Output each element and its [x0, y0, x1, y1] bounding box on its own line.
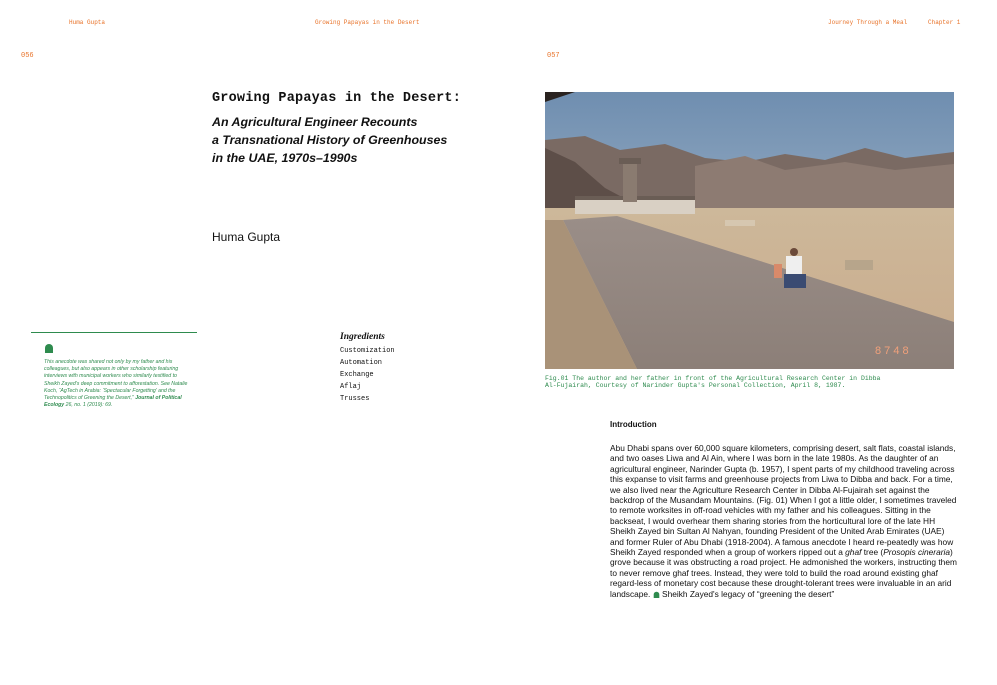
ingredient-item: Automation — [340, 359, 383, 367]
intro-text: tree ( — [861, 547, 884, 558]
page-number-left: 056 — [21, 52, 34, 60]
footnote-citation: 26, no. 1 (2019): 69. — [64, 402, 113, 409]
footnote-divider — [31, 332, 197, 333]
ingredients-heading: Ingredients — [340, 332, 385, 342]
ingredient-item: Aflaj — [340, 383, 362, 391]
intro-text: Sheikh Zayed's legacy of “greening the desert” — [659, 588, 835, 599]
running-head-title: Growing Papayas in the Desert — [315, 19, 420, 26]
footnote-text: This anecdote was shared not only by my father and his colleagues, but also appears in other scholarship featuring interviews with municipal workers who similarly testified to Sheikh Zayed's deep commitment to afforestation. See Natalie Koch, “AgTech in Arabia: ‘Spectacular Forgetting’ and the Technopolitics of Greening the Desert,” — [44, 359, 188, 402]
ghaf-tree-icon — [44, 343, 54, 353]
photo-date-stamp: 8 7 4 8 — [875, 345, 909, 357]
article-title: Growing Papayas in the Desert: — [212, 91, 462, 106]
footnote-journal: Journal of Political Ecology — [44, 395, 182, 409]
page-number-right: 057 — [547, 52, 560, 60]
ingredient-item: Customization — [340, 347, 395, 355]
subtitle-line: a Transnational History of Greenhouses — [212, 133, 448, 147]
figure-photo — [545, 92, 954, 369]
ghaf-tree-icon — [653, 591, 660, 598]
intro-text: Abu Dhabi spans over 60,000 square kilometers, comprising desert, salt flats, coastal islands, and two oases Liwa and Al Ain, where I was born in the late 1980s. As the daughter of an agricultural engineer, Narinder Gupta (b. 1957), I spent parts of my childhood traveling across this expanse to visit farms and greenhouse projects from Liwa to Dibba and back. For a time, we also lived near the Agriculture Research Center in Dibba Al-Fujairah set against the backdrop of the Musandam Mountains. (Fig. 01) When I got a little older, I sometimes traveled to remote worksites in off-road vehicles with my father and his colleagues. Sitting in the backseat, I would overhear them sharing stories from the horticultural lore of the late HH Sheikh Zayed bin Sultan Al Nahyan, founding President of the United Arab Emirates (UAE) and former Ruler of Abu Dhabi (1918-2004). A famous anecdote I heard re-peatedly was how Sheikh Zayed responded when a group of workers ripped out a — [610, 443, 957, 558]
running-head-book: Journey Through a Meal — [828, 19, 908, 26]
caption-line: Al-Fujairah, Courtesy of Narinder Gupta's Personal Collection, April 8, 1987. — [545, 382, 846, 390]
ingredient-item: Trusses — [340, 395, 370, 403]
intro-heading: Introduction — [610, 420, 657, 429]
desert-road-photo — [545, 92, 954, 369]
intro-body — [610, 443, 958, 599]
intro-term: ghaf — [845, 547, 862, 558]
subtitle-line: An Agricultural Engineer Recounts — [212, 115, 418, 129]
article-author: Huma Gupta — [212, 230, 281, 244]
footnote — [44, 359, 194, 409]
ingredient-item: Exchange — [340, 371, 374, 379]
subtitle-line: in the UAE, 1970s–1990s — [212, 151, 358, 165]
running-head-chapter: Chapter 1 — [928, 19, 961, 26]
running-head-author: Huma Gupta — [69, 19, 106, 26]
article-subtitle — [212, 113, 502, 167]
caption-line: Fig.01 The author and her father in front of the Agricultural Research Center in Dibba — [545, 375, 881, 382]
ingredients-list — [340, 345, 395, 405]
figure-caption — [545, 375, 965, 390]
intro-species: Prosopis cineraria — [883, 547, 950, 558]
intro-text: ) grove because it was obstructing a road project. He admonished the workers, instructing them to never remove ghaf trees. Instead, they were told to build the road around existing ghaf regard-less of monetary cost because these drought-tolerant trees were invaluable in an arid landscape. — [610, 547, 957, 599]
